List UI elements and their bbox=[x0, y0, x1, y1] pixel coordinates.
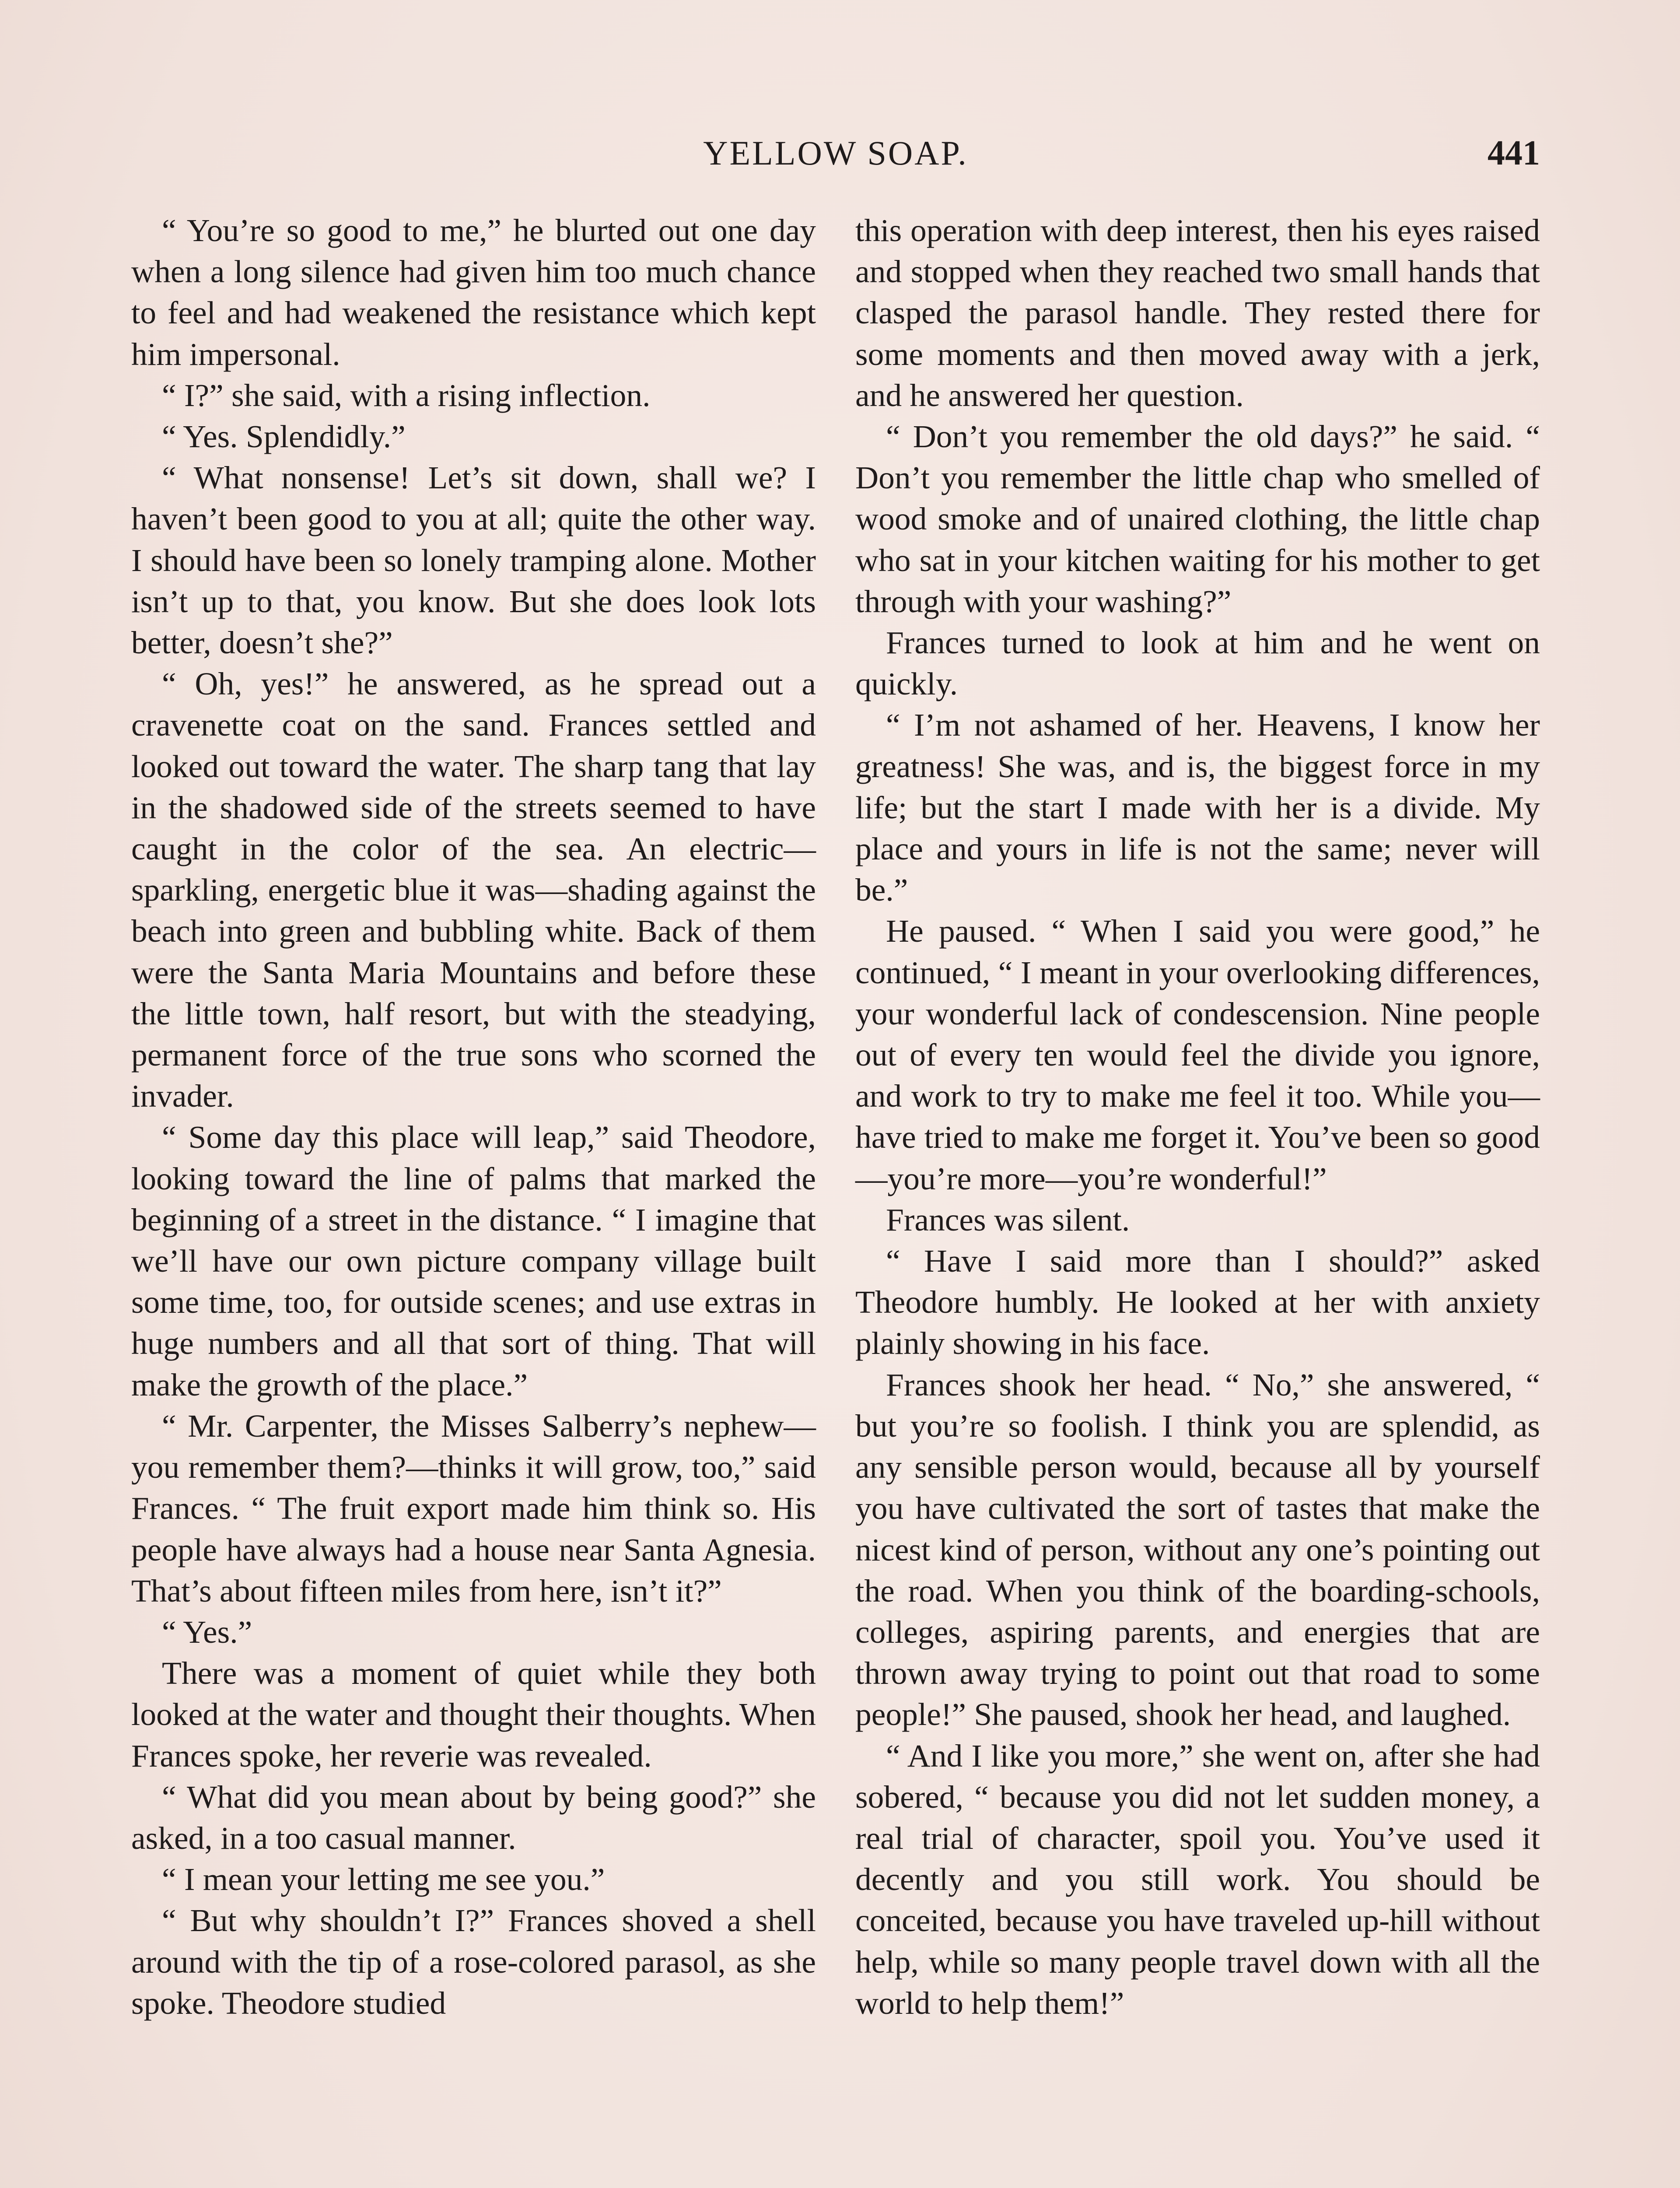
paragraph: “ Some day this place will leap,” said Theodore, looking toward the line of palms that marked the beginning of a street in the distance. “ I imagine that we’ll have our own picture company village built some time, too, for outside scenes; and use extras in huge numbers and all that sort of thing. That will make the growth of the place.” bbox=[131, 1119, 816, 1403]
paragraph: “ Don’t you remember the old days?” he said. “ Don’t you remember the little chap who smelled of wood smoke and of unaired clothing, the little chap who sat in your kitchen waiting for his mother to get through with your washing?” bbox=[855, 419, 1540, 619]
page-header bbox=[131, 127, 1540, 179]
paragraph-continued: this operation with deep interest, then his eyes raised and stopped when they reached two small hands that clasped the parasol handle. They rested there for some moments and then moved away with a jerk, and he answered her question. bbox=[855, 213, 1540, 413]
paragraph: “ Mr. Carpenter, the Misses Salberry’s nephew—you remember them?—thinks it will grow, too,” said Frances. “ The fruit export made him think so. His people have always had a house near Santa Agnesia. That’s about fifteen miles from here, isn’t it?” bbox=[131, 1408, 816, 1609]
paragraph: “ Have I said more than I should?” asked Theodore humbly. He looked at her with anxiety plainly showing in his face. bbox=[855, 1243, 1540, 1361]
paragraph: Frances was silent. bbox=[886, 1202, 1130, 1238]
paragraph: Frances shook her head. “ No,” she answered, “ but you’re so foolish. I think you are splendid, as any sensible person would, because all by yourself you have cultivated the sort of tastes that make the nicest kind of person, without any one’s pointing out the road. When you think of the boarding-schools, colleges, aspiring parents, and energies that are thrown away trying to point out that road to some people!” She paused, shook her head, and laughed. bbox=[855, 1367, 1540, 1732]
paragraph: “ Oh, yes!” he answered, as he spread out a cravenette coat on the sand. Frances settled and looked out toward the water. The sharp tang that lay in the shadowed side of the streets seemed to have caught in the color of the sea. An electric—sparkling, energetic blue it was—shading against the beach into green and bubbling white. Back of them were the Santa Maria Mountains and before these the little town, half resort, but with the steadying, permanent force of the true sons who scorned the invader. bbox=[131, 666, 816, 1114]
paragraph: “ What did you mean about by being good?” she asked, in a too casual manner. bbox=[131, 1779, 816, 1856]
paragraph: “ Yes. Splendidly.” bbox=[162, 419, 406, 455]
paragraph: “ I’m not ashamed of her. Heavens, I know her greatness! She was, and is, the biggest force in my life; but the start I made with her is a divide. My place and yours in life is not the same; never will be.” bbox=[855, 707, 1540, 908]
left-column bbox=[131, 210, 816, 2024]
paragraph: “ You’re so good to me,” he blurted out one day when a long silence had given him too much chance to feel and had weakened the resistance which kept him impersonal. bbox=[131, 213, 816, 372]
running-title: YELLOW SOAP. bbox=[703, 134, 968, 172]
paragraph: “ I?” she said, with a rising inflection. bbox=[162, 377, 651, 413]
paragraph: There was a moment of quiet while they both looked at the water and thought their thoughts. When Frances spoke, her reverie was revealed. bbox=[131, 1655, 816, 1774]
paragraph: “ I mean your letting me see you.” bbox=[162, 1862, 605, 1897]
paragraph: Frances turned to look at him and he went on quickly. bbox=[855, 625, 1540, 702]
paragraph: “ Yes.” bbox=[162, 1614, 252, 1650]
right-column bbox=[855, 210, 1540, 2024]
paragraph: “ What nonsense! Let’s sit down, shall we? I haven’t been good to you at all; quite the other way. I should have been so lonely tramping alone. Mother isn’t up to that, you know. But she does look lots better, doesn’t she?” bbox=[131, 460, 816, 661]
paragraph: “ But why shouldn’t I?” Frances shoved a shell around with the tip of a rose-colored parasol, as she spoke. Theodore studied bbox=[131, 1903, 816, 2021]
page-number: 441 bbox=[1488, 134, 1540, 172]
paragraph: “ And I like you more,” she went on, after she had sobered, “ because you did not let sudden money, a real trial of character, spoil you. You’ve used it decently and you still work. You should be conceited, because you have traveled up-hill without help, while so many people travel down with all the world to help them!” bbox=[855, 1738, 1540, 2021]
paragraph: He paused. “ When I said you were good,” he continued, “ I meant in your overlooking differences, your wonderful lack of condescension. Nine people out of every ten would feel the divide you ignore, and work to try to make me feel it too. While you—have tried to make me forget it. You’ve been so good—you’re more—you’re wonderful!” bbox=[855, 913, 1540, 1196]
